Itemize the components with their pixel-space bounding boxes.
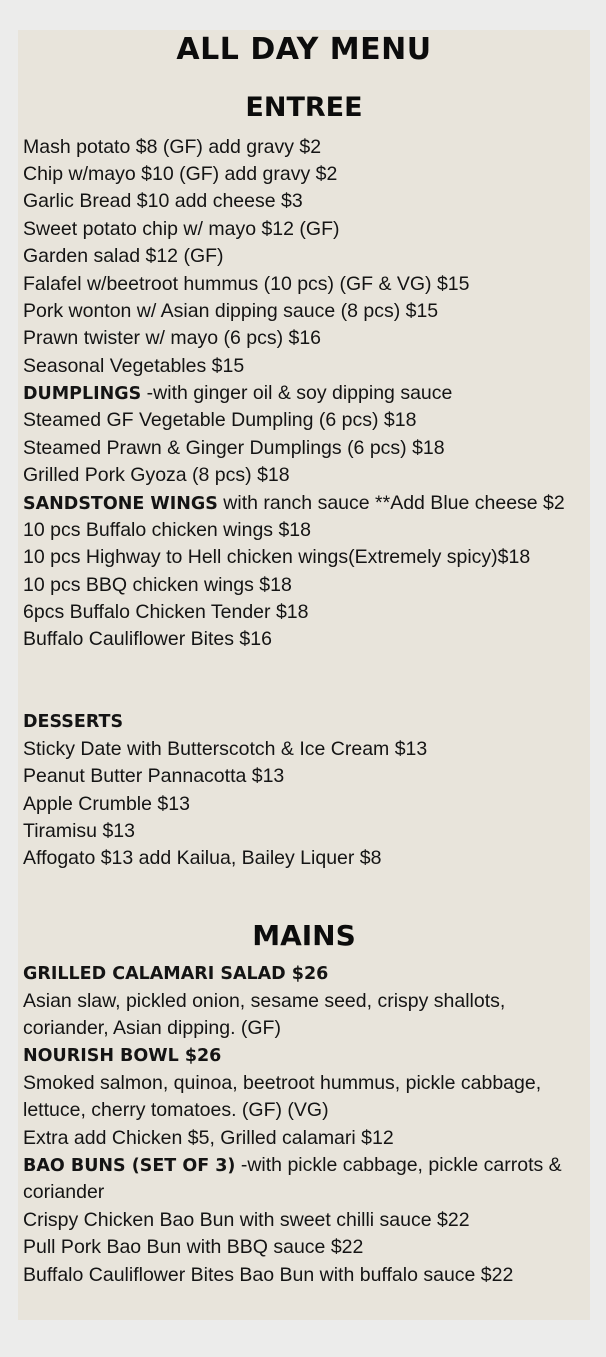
wings-note: with ranch sauce **Add Blue cheese $2 [217, 492, 565, 514]
dessert-item: Apple Crumble $13 [23, 793, 190, 815]
nourish-extra: Extra add Chicken $5, Grilled calamari $12 [23, 1127, 394, 1149]
bao-item: Pull Pork Bao Bun with BBQ sauce $22 [23, 1236, 364, 1258]
menu-title: ALL DAY MENU [176, 32, 432, 67]
entree-heading: ENTREE [245, 92, 363, 123]
entree-item: Pork wonton w/ Asian dipping sauce (8 pcs) $15 [23, 300, 439, 322]
dumpling-item: Steamed GF Vegetable Dumpling (6 pcs) $18 [23, 409, 417, 431]
wings-item: 10 pcs BBQ chicken wings $18 [23, 574, 292, 596]
entree-item: Seasonal Vegetables $15 [23, 355, 245, 377]
dessert-item: Affogato $13 add Kailua, Bailey Liquer $8 [23, 847, 382, 869]
entree-item: Mash potato $8 (GF) add gravy $2 [23, 136, 322, 158]
entree-item: Garden salad $12 (GF) [23, 245, 224, 267]
dumplings-note: -with ginger oil & soy dipping sauce [141, 382, 453, 404]
entree-item: Garlic Bread $10 add cheese $3 [23, 190, 303, 212]
dumplings-heading: DUMPLINGS [23, 384, 142, 404]
desserts-header [23, 709, 588, 734]
calamari-description: Asian slaw, pickled onion, sesame seed, crispy shallots, [23, 990, 506, 1012]
bao-header [23, 1153, 588, 1178]
wings-item: 10 pcs Buffalo chicken wings $18 [23, 519, 311, 541]
bao-item: coriander [23, 1181, 105, 1203]
wings-item: 6pcs Buffalo Chicken Tender $18 [23, 601, 309, 623]
dessert-item: Sticky Date with Butterscotch & Ice Cream $13 [23, 738, 428, 760]
entree-item: Falafel w/beetroot hummus (10 pcs) (GF & VG) $15 [23, 273, 470, 295]
nourish-header [23, 1043, 588, 1068]
dumplings-header [23, 381, 588, 406]
dessert-item: Tiramisu $13 [23, 820, 135, 842]
desserts-heading: DESSERTS [23, 712, 124, 732]
calamari-heading: GRILLED CALAMARI SALAD $26 [23, 964, 329, 984]
entree-item: Prawn twister w/ mayo (6 pcs) $16 [23, 327, 322, 349]
calamari-description: coriander, Asian dipping. (GF) [23, 1017, 281, 1039]
calamari-header [23, 961, 588, 986]
dessert-item: Peanut Butter Pannacotta $13 [23, 765, 285, 787]
entree-item: Sweet potato chip w/ mayo $12 (GF) [23, 218, 340, 240]
wings-item: Buffalo Cauliflower Bites $16 [23, 628, 272, 650]
bao-heading: BAO BUNS (SET OF 3) [23, 1156, 236, 1176]
wings-heading: SANDSTONE WINGS [23, 494, 218, 514]
entree-item: Chip w/mayo $10 (GF) add gravy $2 [23, 163, 338, 185]
wings-item: 10 pcs Highway to Hell chicken wings(Extremely spicy)$18 [23, 546, 531, 568]
dumpling-item: Grilled Pork Gyoza (8 pcs) $18 [23, 464, 290, 486]
nourish-heading: NOURISH BOWL $26 [23, 1046, 222, 1066]
bao-note: -with pickle cabbage, pickle carrots & [235, 1154, 562, 1176]
bao-item: Crispy Chicken Bao Bun with sweet chilli sauce $22 [23, 1209, 470, 1231]
nourish-description: Smoked salmon, quinoa, beetroot hummus, pickle cabbage, [23, 1072, 542, 1094]
mains-heading: MAINS [252, 919, 356, 952]
nourish-description: lettuce, cherry tomatoes. (GF) (VG) [23, 1099, 329, 1121]
dumpling-item: Steamed Prawn & Ginger Dumplings (6 pcs) $18 [23, 437, 445, 459]
bao-item: Buffalo Cauliflower Bites Bao Bun with buffalo sauce $22 [23, 1264, 514, 1286]
wings-header [23, 491, 588, 516]
menu-sheet [18, 30, 590, 1320]
